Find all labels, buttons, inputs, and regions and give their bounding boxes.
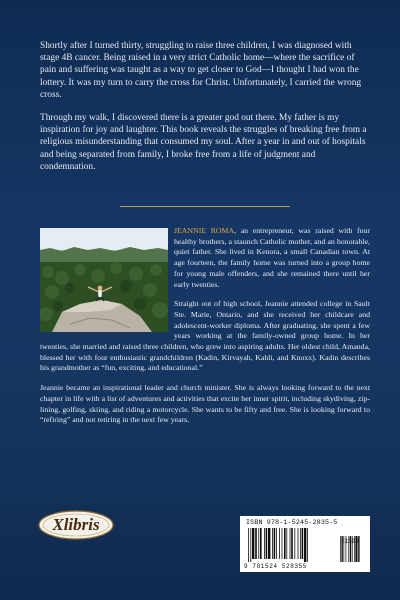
publisher-logo [38, 510, 114, 540]
barcode [240, 516, 370, 572]
author-name: JEANNIE ROMA [174, 226, 235, 235]
bio-paragraph-2: Straight out of high school, Jeannie attended college in Sault Ste. Marie, Ontario, and she received her childcare and adolescent-worker diploma. After graduating, she spent a few years working at the family-owned group home. In her twenties, she married and raised three children, who grew into aspiring adults. Her oldest child, Amanda, blessed her with four enthusiastic grandchildren (Kadin, Kirvayah, Kahli, and Knoxx). Kadin describes his grandmother as “fun, exciting, and educational.” [40, 299, 370, 373]
bio-paragraph-3: Jeannie became an inspirational leader and church minister. She is always looking forward to the next chapter in life with a list of adventures and activities that excite her inner spirit, including skydiving, zip-lining, golfing, skiing, and riding a motorcycle. She wants to be fifty and free. She is looking forward to “refiring” and not retiring in the next few years. [40, 383, 370, 425]
publisher-logo-text: Xlibris [52, 515, 100, 534]
barcode-bars [246, 528, 364, 562]
intro-paragraph-2: Through my walk, I discovered there is a greater god out there. My father is my inspiration for joy and laughter. This book reveals the struggles of breaking free from a religious misunderstanding that consumed my soul. After a year in and out of hospitals and being separated from family, I broke free from a life of judgment and condemnation. [40, 113, 367, 172]
barcode-addon: 51599 [341, 538, 360, 545]
isbn-text: ISBN 978-1-5245-2835-5 [246, 519, 338, 526]
bio-paragraph-1-text: , an entrepreneur, was raised with four healthy brothers, a staunch Catholic mother, and an honorable, quiet father. She lived in Kenora, a small Canadian town. At age fourteen, the family home was turned into a group home for young male offenders, and she remained there until her early twenties. [174, 226, 370, 289]
intro-paragraph-1: Shortly after I turned thirty, struggling to raise three children, I was diagnosed with stage 4B cancer. Being raised in a very strict Catholic home—where the sacrifice of pain and suffering was taught as a way to get closer to God—I thought I had won the lottery. It was my turn to carry the cross for Christ. Unfortunately, I carried the wrong cross. [40, 41, 362, 100]
intro-text [40, 40, 370, 184]
barcode-digits: 9 781524 528355 [244, 563, 308, 570]
divider-rule [120, 206, 290, 207]
author-bio [40, 226, 370, 435]
